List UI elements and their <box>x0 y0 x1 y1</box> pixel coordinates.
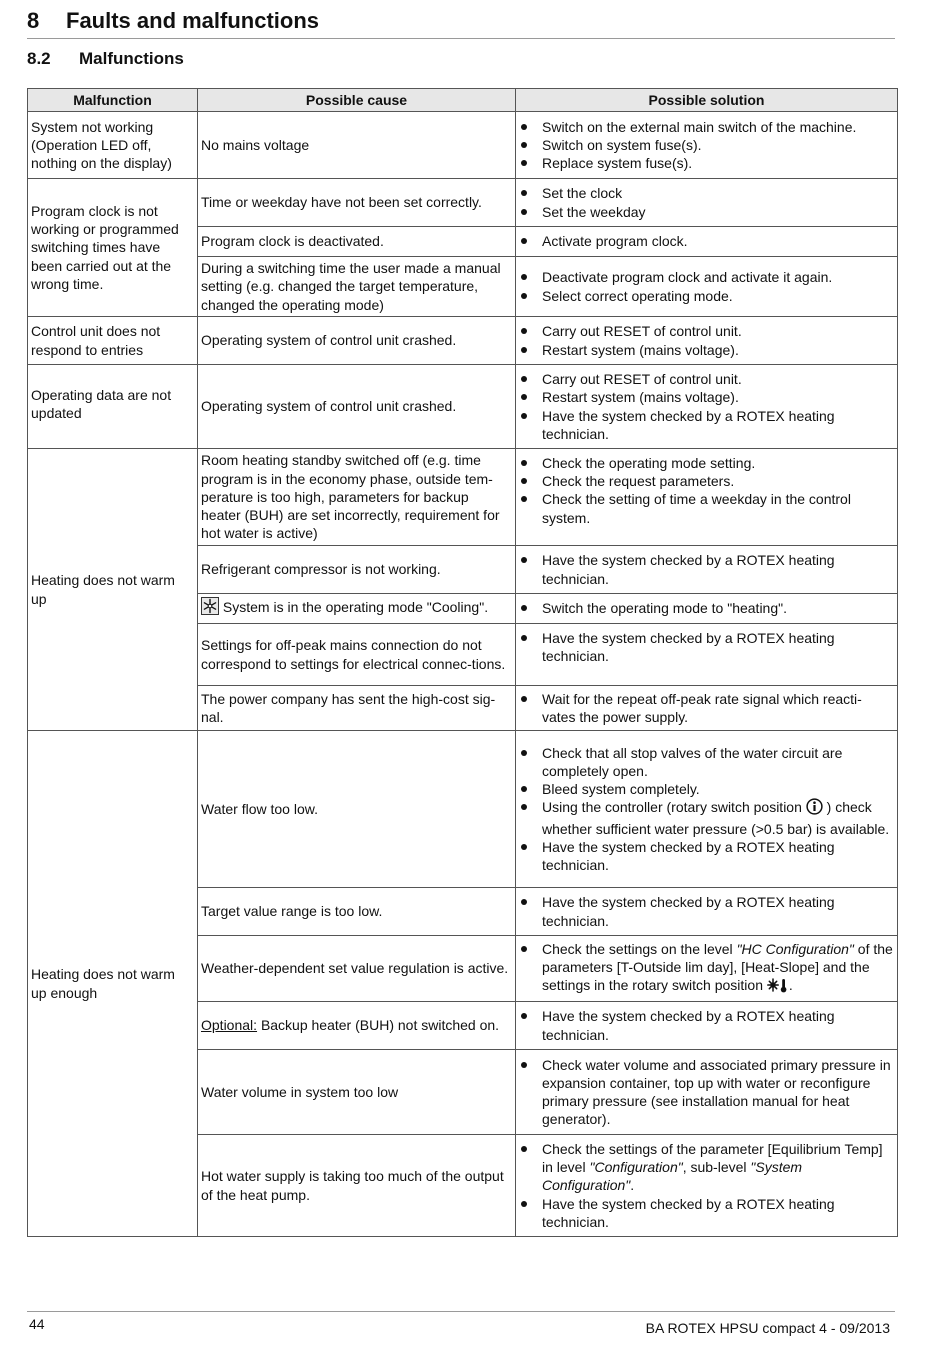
solution-cell <box>516 1135 898 1237</box>
bullet-icon <box>521 328 527 334</box>
cause-cell: Room heating standby switched off (e.g. time program is in the economy phase, outside tem-perature is too high, parameters for backup heater (BUH) are set incorrectly, requirement for hot water is active) <box>198 449 516 546</box>
solution-item: Have the system checked by a ROTEX heating technician. <box>519 1007 894 1043</box>
solution-item: Check the request parameters. <box>519 472 894 490</box>
bullet-icon <box>521 786 527 792</box>
bullet-icon <box>521 496 527 502</box>
table-row <box>28 365 898 449</box>
malfunction-cell: Control unit does not respond to entries <box>28 317 198 365</box>
bullet-icon <box>521 293 527 299</box>
solution-cell <box>516 936 898 1002</box>
bullet-icon <box>521 605 527 611</box>
bullet-icon <box>521 946 527 952</box>
solution-item: Set the weekday <box>519 203 894 221</box>
solution-item: Restart system (mains voltage). <box>519 341 894 359</box>
solution-item: Have the system checked by a ROTEX heating technician. <box>519 407 894 443</box>
solution-item: Carry out RESET of control unit. <box>519 370 894 388</box>
bullet-icon <box>521 160 527 166</box>
section-number: 8.2 <box>27 49 51 68</box>
document-reference: BA ROTEX HPSU compact 4 - 09/2013 <box>645 1320 890 1336</box>
bullet-icon <box>521 413 527 419</box>
solution-item: Carry out RESET of control unit. <box>519 322 894 340</box>
solution-list <box>519 454 894 527</box>
bullet-icon <box>521 478 527 484</box>
cause-cell: Optional: Backup heater (BUH) not switched on. <box>198 1002 516 1050</box>
cause-cell: During a switching time the user made a manual setting (e.g. changed the target temperature, changed the operating mode) <box>198 257 516 317</box>
solution-item: Activate program clock. <box>519 232 894 250</box>
table-header-row <box>28 89 898 112</box>
solution-list <box>519 322 894 358</box>
cause-cell: Target value range is too low. <box>198 888 516 936</box>
solution-cell <box>516 624 898 686</box>
malfunction-cell: Heating does not warm up enough <box>28 731 198 1237</box>
bullet-icon <box>521 190 527 196</box>
solution-item: Restart system (mains voltage). <box>519 388 894 406</box>
solution-cell <box>516 594 898 624</box>
solution-cell <box>516 1002 898 1050</box>
solution-item: Check the setting of time a weekday in the control system. <box>519 490 894 526</box>
bullet-icon <box>521 238 527 244</box>
malfunction-cell: Heating does not warm up <box>28 449 198 731</box>
column-header-malfunction: Malfunction <box>28 89 198 112</box>
solution-list <box>519 118 894 173</box>
cause-cell: Settings for off-peak mains connection do not correspond to settings for electrical connec-tions. <box>198 624 516 686</box>
table-row <box>28 179 898 227</box>
solution-cell <box>516 227 898 257</box>
optional-label: Optional: <box>201 1017 258 1034</box>
bullet-icon <box>521 460 527 466</box>
solution-list <box>519 893 894 929</box>
solution-item: Switch on system fuse(s). <box>519 136 894 154</box>
cause-cell: System is in the operating mode "Cooling". <box>198 594 516 624</box>
solution-list <box>519 551 894 587</box>
bullet-icon <box>521 274 527 280</box>
solution-item: Set the clock <box>519 184 894 202</box>
solution-list <box>519 232 894 250</box>
solution-item: Replace system fuse(s). <box>519 154 894 172</box>
bullet-icon <box>521 635 527 641</box>
bullet-icon <box>521 347 527 353</box>
chapter-header <box>27 4 895 39</box>
cause-cell: Operating system of control unit crashed. <box>198 365 516 449</box>
solution-list <box>519 690 894 726</box>
sun-thermometer-icon <box>767 978 789 997</box>
column-header-solution: Possible solution <box>516 89 898 112</box>
solution-cell <box>516 888 898 936</box>
table-row <box>28 731 898 888</box>
solution-list <box>519 184 894 220</box>
column-header-cause: Possible cause <box>198 89 516 112</box>
table-row <box>28 317 898 365</box>
solution-cell <box>516 449 898 546</box>
bullet-icon <box>521 1146 527 1152</box>
solution-cell <box>516 365 898 449</box>
cause-cell: Time or weekday have not been set correctly. <box>198 179 516 227</box>
solution-cell <box>516 686 898 731</box>
solution-item: Check that all stop valves of the water circuit are completely open. <box>519 744 894 780</box>
cause-cell: No mains voltage <box>198 112 516 179</box>
solution-item: Switch on the external main switch of the machine. <box>519 118 894 136</box>
malfunction-cell: System not working (Operation LED off, nothing on the display) <box>28 112 198 179</box>
table-row <box>28 112 898 179</box>
bullet-icon <box>521 209 527 215</box>
bullet-icon <box>521 376 527 382</box>
bullet-icon <box>521 1201 527 1207</box>
solution-list <box>519 1007 894 1043</box>
solution-item: Deactivate program clock and activate it again. <box>519 268 894 286</box>
solution-item: Have the system checked by a ROTEX heating technician. <box>519 551 894 587</box>
cause-cell: Hot water supply is taking too much of the output of the heat pump. <box>198 1135 516 1237</box>
chapter-title: Faults and malfunctions <box>66 8 320 33</box>
bullet-icon <box>521 844 527 850</box>
bullet-icon <box>521 804 527 810</box>
cause-cell: Operating system of control unit crashed. <box>198 317 516 365</box>
solution-list <box>519 268 894 304</box>
bullet-icon <box>521 696 527 702</box>
malfunction-cell: Operating data are not updated <box>28 365 198 449</box>
solution-list <box>519 1140 894 1231</box>
cause-cell: Weather-dependent set value regulation is active. <box>198 936 516 1002</box>
bullet-icon <box>521 557 527 563</box>
solution-item: Check the settings of the parameter [Equilibrium Temp] in level "Configuration", sub-level "System Configuration". <box>519 1140 894 1195</box>
solution-item: Have the system checked by a ROTEX heating technician. <box>519 629 894 665</box>
solution-cell <box>516 731 898 888</box>
cause-cell: Water flow too low. <box>198 731 516 888</box>
solution-cell <box>516 546 898 594</box>
solution-item: Have the system checked by a ROTEX heating technician. <box>519 838 894 874</box>
cause-cell: Water volume in system too low <box>198 1050 516 1135</box>
solution-list <box>519 744 894 874</box>
cause-cell: Refrigerant compressor is not working. <box>198 546 516 594</box>
bullet-icon <box>521 1062 527 1068</box>
solution-cell <box>516 112 898 179</box>
bullet-icon <box>521 750 527 756</box>
solution-list <box>519 629 894 665</box>
cause-cell: The power company has sent the high-cost sig-nal. <box>198 686 516 731</box>
solution-cell <box>516 1050 898 1135</box>
malfunctions-table <box>27 88 898 1237</box>
solution-item: Check the operating mode setting. <box>519 454 894 472</box>
cause-cell: Program clock is deactivated. <box>198 227 516 257</box>
solution-item: Wait for the repeat off-peak rate signal which reacti-vates the power supply. <box>519 690 894 726</box>
bullet-icon <box>521 1013 527 1019</box>
bullet-icon <box>521 142 527 148</box>
bullet-icon <box>521 899 527 905</box>
malfunction-cell: Program clock is not working or programmed switching times have been carried out at the wrong time. <box>28 179 198 317</box>
solution-cell <box>516 179 898 227</box>
footer-divider <box>27 1311 895 1312</box>
bullet-icon <box>521 394 527 400</box>
chapter-number: 8 <box>27 8 40 33</box>
solution-item: Have the system checked by a ROTEX heating technician. <box>519 1195 894 1231</box>
section-title: Malfunctions <box>79 49 184 68</box>
solution-item: Check the settings on the level "HC Configuration" of the parameters [T-Outside lim day], [Heat-Slope] and the settings in the rotary switch position . <box>519 940 894 998</box>
solution-list <box>519 370 894 443</box>
solution-item: Check water volume and associated primary pressure in expansion container, top up with water or reconfigure primary pressure (see installation manual for heat generator). <box>519 1056 894 1129</box>
page-number: 44 <box>29 1316 45 1332</box>
solution-list <box>519 599 894 617</box>
solution-cell <box>516 257 898 317</box>
solution-item: Bleed system completely. <box>519 780 894 798</box>
solution-list <box>519 940 894 998</box>
bullet-icon <box>521 124 527 130</box>
table-row <box>28 449 898 546</box>
solution-item: Switch the operating mode to "heating". <box>519 599 894 617</box>
solution-cell <box>516 317 898 365</box>
info-icon <box>806 798 823 819</box>
solution-item: Select correct operating mode. <box>519 287 894 305</box>
solution-item: Have the system checked by a ROTEX heating technician. <box>519 893 894 929</box>
solution-list <box>519 1056 894 1129</box>
snowflake-icon <box>201 597 219 619</box>
solution-item: Using the controller (rotary switch position ) check whether sufficient water pressure (>0.5 bar) is available. <box>519 798 894 837</box>
